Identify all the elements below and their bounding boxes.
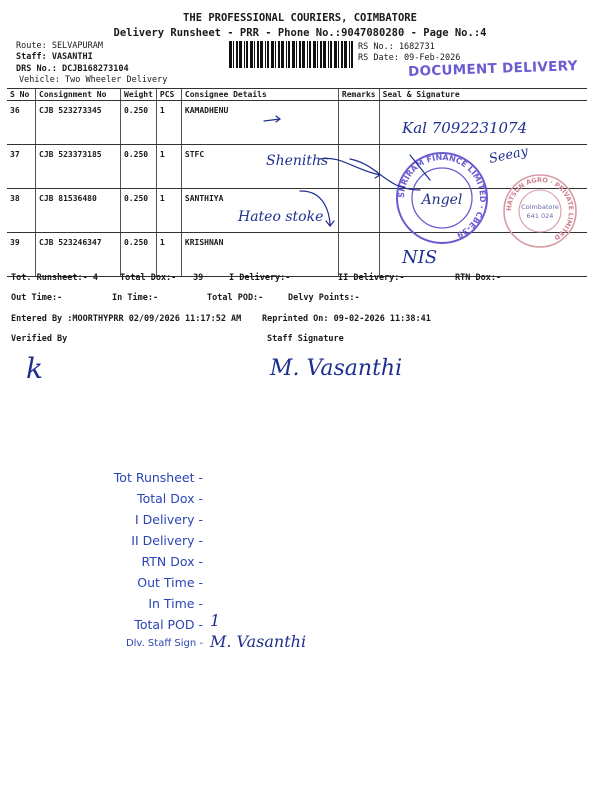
staff-label: Staff: VASANTHI (16, 52, 93, 62)
row-pcs: 1 (156, 189, 181, 233)
rtn-dox: RTN Dox:- (455, 273, 502, 283)
col-consignee: Consignee Details (181, 89, 338, 101)
row-pcs: 1 (156, 233, 181, 277)
col-sno: S No (7, 89, 36, 101)
arrow-mark-row38a (350, 159, 420, 190)
row-weight: 0.250 (121, 145, 157, 189)
company-seal-pin: 641 024 (526, 212, 554, 220)
pod-stamp-out-time: Out Time - (137, 575, 203, 590)
barcode-bar (313, 41, 316, 68)
row-sno: 37 (7, 145, 36, 189)
row-consignment: CJB 523373185 (36, 145, 121, 189)
pod-stamp-ii-delivery: II Delivery - (131, 533, 203, 548)
col-remarks: Remarks (338, 89, 379, 101)
barcode-bar (317, 41, 318, 68)
col-seal: Seal & Signature (379, 89, 587, 101)
row-consignment: CJB 523273345 (36, 101, 121, 145)
total-runsheet: Tot. Runsheet:- 4 (11, 273, 98, 283)
barcode-bar (296, 41, 297, 68)
pod-count-handwriting: 1 (210, 611, 221, 630)
barcode-bar (309, 41, 311, 68)
barcode-bar (281, 41, 284, 68)
barcode-bar (330, 41, 332, 68)
barcode-bar (328, 41, 329, 68)
row-sno: 39 (7, 233, 36, 277)
verified-by-label: Verified By (11, 334, 68, 344)
barcode-bar (275, 41, 276, 68)
total-dox-label: Total Dox:- (120, 273, 177, 283)
finance-seal-ring-text: SHRIRAM FINANCE LIMITED · CBE-39 (396, 152, 488, 240)
in-time: In Time:- (112, 293, 159, 303)
finance-seal-center: Angel (421, 192, 463, 208)
i-delivery: I Delivery:- (229, 273, 291, 283)
barcode-bar (320, 41, 322, 68)
barcode-bar (239, 41, 242, 68)
verified-by-mark: k (26, 352, 43, 385)
row-consignee: KAMADHENU (181, 101, 338, 145)
barcode-bar (246, 41, 248, 68)
pod-stamp-in-time: In Time - (148, 596, 203, 611)
barcode-bar (260, 41, 263, 68)
barcode-bar (338, 41, 339, 68)
company-seal-city: Coimbatore (521, 203, 559, 211)
document-delivery-stamp: DOCUMENT DELIVERY (407, 58, 578, 80)
reprinted-on: Reprinted On: 09-02-2026 11:38:41 (262, 314, 431, 324)
row-pcs: 1 (156, 101, 181, 145)
row-consignee: KRISHNAN (181, 233, 338, 277)
delivery-points: Delvy Points:- (288, 293, 360, 303)
row-weight: 0.250 (121, 233, 157, 277)
barcode-bar (344, 41, 347, 68)
staff-signature-label: Staff Signature (267, 334, 344, 344)
vehicle-label: Vehicle: Two Wheeler Delivery (19, 75, 168, 85)
barcode-bar (278, 41, 280, 68)
handwritten-remark-row36: Kal 7092231074 (402, 119, 528, 137)
pod-stamp-i-delivery: I Delivery - (134, 512, 203, 527)
col-consignment: Consignment No (36, 89, 121, 101)
bottom-signature-handwriting: M. Vasanthi (210, 632, 307, 651)
staff-signature-handwriting: M. Vasanthi (270, 356, 403, 381)
col-pcs: PCS (156, 89, 181, 101)
company-seal-ring-text: HATSUN AGRO · PRIVATE LIMITED (504, 175, 576, 242)
barcode-bar (323, 41, 326, 68)
row-consignee: STFC (181, 145, 338, 189)
barcode-bar (271, 41, 274, 68)
rs-date: RS Date: 09-Feb-2026 (358, 53, 461, 63)
handwritten-remark-row39: NIS (402, 247, 438, 268)
company-title: THE PROFESSIONAL COURIERS, COIMBATORE (183, 12, 417, 24)
barcode-bar (299, 41, 301, 68)
barcode-bar (265, 41, 266, 68)
handwritten-signature-row37: Seeay (487, 144, 530, 167)
barcode-bar (229, 41, 232, 68)
route-label: Route: SELVAPURAM (16, 41, 103, 51)
barcode-image (229, 41, 356, 68)
barcode-bar (288, 41, 290, 68)
slash-mark (410, 155, 430, 180)
barcode-bar (257, 41, 259, 68)
barcode-bar (307, 41, 308, 68)
drs-number: DRS No.: DCJB168273104 (16, 64, 129, 74)
arrow-mark-row36 (264, 116, 280, 122)
barcode-bar (267, 41, 269, 68)
barcode-bar (254, 41, 255, 68)
row-consignment: CJB 81536480 (36, 189, 121, 233)
row-consignment: CJB 523246347 (36, 233, 121, 277)
pod-stamp-total-dox: Total Dox - (137, 491, 203, 506)
handwritten-remark-row38: Hateo stoke (238, 209, 324, 225)
runsheet-title: Delivery Runsheet - PRR - Phone No.:9047080280 - Page No.:4 (113, 27, 487, 39)
barcode-bar (233, 41, 234, 68)
barcode-bar (302, 41, 305, 68)
barcode-bar (292, 41, 295, 68)
barcode-bar (349, 41, 350, 68)
barcode-bar (244, 41, 245, 68)
row-pcs: 1 (156, 145, 181, 189)
pod-stamp-rtn-dox: RTN Dox - (141, 554, 203, 569)
total-dox-value: 39 (193, 273, 204, 283)
barcode-bar (334, 41, 337, 68)
row-weight: 0.250 (121, 189, 157, 233)
col-weight: Weight (121, 89, 157, 101)
row-consignee: SANTHIYA (181, 189, 338, 233)
barcode-bar (250, 41, 253, 68)
row-sno: 38 (7, 189, 36, 233)
pod-stamp-runsheet: Tot Runsheet - (113, 470, 203, 485)
barcode-bar (286, 41, 287, 68)
rs-number: RS No.: 1682731 (358, 42, 435, 52)
entered-by: Entered By :MOORTHYPRR 02/09/2026 11:17:52 AM (11, 314, 242, 324)
barcode-bar (351, 41, 353, 68)
handwritten-remark-row37: Sheniths (266, 153, 329, 169)
out-time: Out Time:- (11, 293, 63, 303)
barcode-bar (341, 41, 343, 68)
ii-delivery: II Delivery:- (338, 273, 405, 283)
handwriting-overlay (180, 95, 600, 275)
row-weight: 0.250 (121, 101, 157, 145)
row-sno: 36 (7, 101, 36, 145)
pod-stamp-staff-sign: Dlv. Staff Sign - (125, 638, 203, 649)
barcode-bar (236, 41, 238, 68)
pod-stamp-total-pod: Total POD - (134, 617, 203, 632)
total-pod: Total POD:- (207, 293, 264, 303)
